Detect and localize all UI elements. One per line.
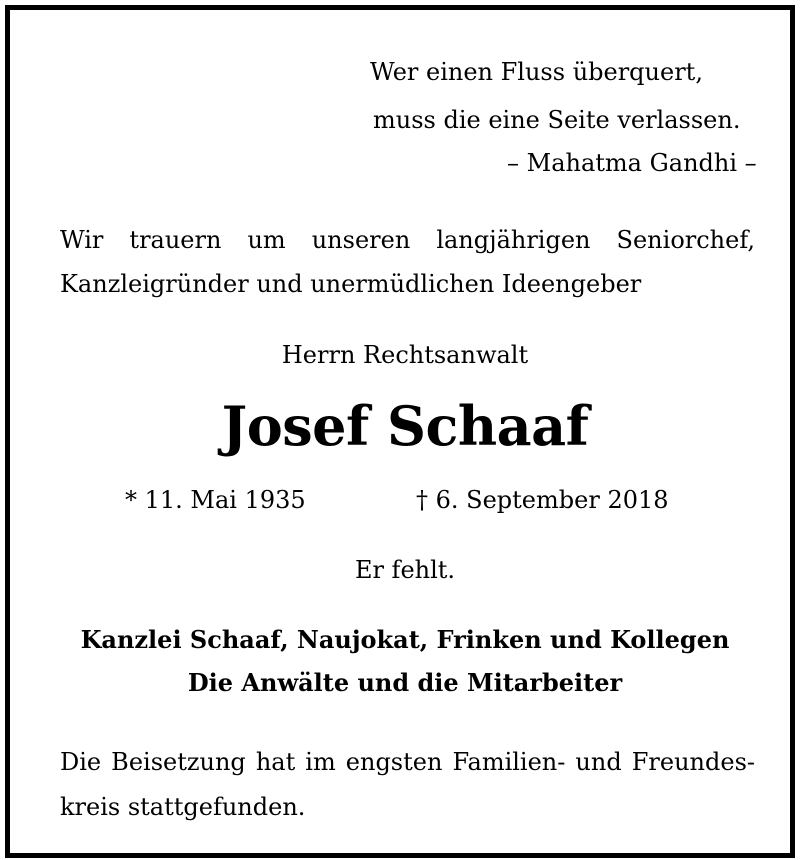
staff-line: Die Anwälte und die Mitarbeiter — [187, 668, 623, 697]
quote-line-1: Wer einen Fluss überquert, — [370, 58, 703, 86]
firm-name: Kanzlei Schaaf, Naujokat, Frinken und Kollegen — [80, 625, 730, 654]
quote-line-2: muss die eine Seite verlassen. — [373, 106, 741, 134]
deceased-name: Josef Schaaf — [221, 394, 589, 458]
obituary-notice — [5, 5, 795, 858]
quote-author: – Mahatma Gandhi – — [507, 149, 757, 177]
intro-line-1: Wir trauern um unseren langjährigen Seniorchef, — [60, 226, 755, 254]
funeral-note-line-2: kreis stattgefunden. — [60, 793, 306, 821]
remark: Er fehlt. — [354, 556, 456, 584]
birth-date: * 11. Mai 1935 — [125, 486, 306, 514]
funeral-note-line-1: Die Beisetzung hat im engsten Familien- und Freundes- — [60, 748, 755, 776]
death-date: † 6. September 2018 — [416, 486, 669, 514]
intro-line-2: Kanzleigründer und unermüdlichen Ideengeber — [60, 270, 642, 298]
salutation: Herrn Rechtsanwalt — [281, 341, 529, 369]
